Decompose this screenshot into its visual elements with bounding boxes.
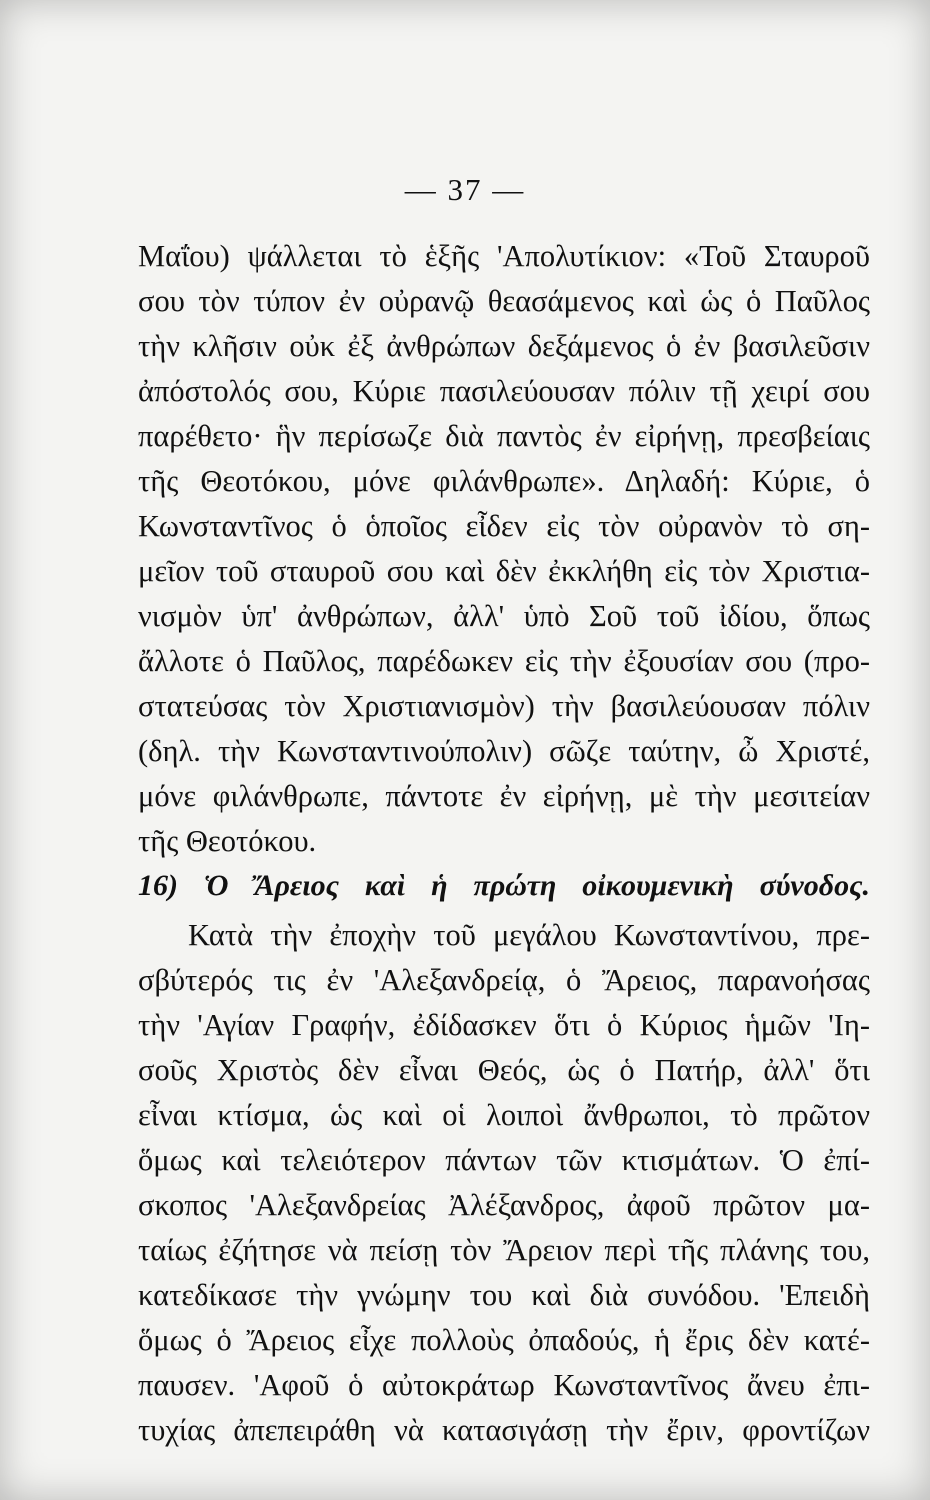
- text-line: ταίως ἐζήτησε νὰ πείσῃ τὸν Ἄρειον περὶ τῆς πλάνης του,: [138, 1233, 870, 1267]
- text-line: νισμὸν ὑπ' ἀνθρώπων, ἀλλ' ὑπὸ Σοῦ τοῦ ἰδίου, ὅπως: [138, 599, 870, 633]
- text-line: τὴν 'Αγίαν Γραφήν, ἐδίδασκεν ὅτι ὁ Κύριος ἡμῶν 'Ιη-: [138, 1008, 870, 1042]
- text-line: παυσεν. 'Αφοῦ ὁ αὐτοκράτωρ Κωνσταντῖνος ἄνευ ἐπι-: [138, 1368, 870, 1402]
- text-line: Κατὰ τὴν ἐποχὴν τοῦ μεγάλου Κωνσταντίνου, πρε-: [188, 918, 870, 952]
- text-line: ὅμως καὶ τελειότερον πάντων τῶν κτισμάτων. Ὁ ἐπί-: [138, 1143, 870, 1177]
- text-line: ἄλλοτε ὁ Παῦλος, παρέδωκεν εἰς τὴν ἐξουσίαν σου (προ-: [138, 644, 870, 678]
- text-line: μεῖον τοῦ σταυροῦ σου καὶ δὲν ἐκκλήθη εἰς τὸν Χριστια-: [138, 554, 870, 588]
- text-line: μόνε φιλάνθρωπε, πάντοτε ἐν εἰρήνῃ, μὲ τὴν μεσιτείαν: [138, 779, 870, 813]
- text-line: κατεδίκασε τὴν γνώμην του καὶ διὰ συνόδου. 'Επειδὴ: [138, 1278, 870, 1312]
- text-line: τῆς Θεοτόκου.: [138, 824, 317, 858]
- text-line: παρέθετο· ἣν περίσωζε διὰ παντὸς ἐν εἰρήνῃ, πρεσβείαις: [138, 419, 870, 453]
- text-line: Κωνσταντῖνος ὁ ὁποῖος εἶδεν εἰς τὸν οὐρανὸν τὸ ση-: [138, 509, 870, 543]
- text-line: τὴν κλῆσιν οὐκ ἐξ ἀνθρώπων δεξάμενος ὁ ἐν βασιλεῦσιν: [138, 329, 870, 363]
- text-line: (δηλ. τὴν Κωνσταντινούπολιν) σῶζε ταύτην, ὦ Χριστέ,: [138, 734, 870, 768]
- text-line: τῆς Θεοτόκου, μόνε φιλάνθρωπε». Δηλαδή: Κύριε, ὁ: [138, 464, 870, 498]
- text-line: τυχίας ἀπεπειράθη νὰ κατασιγάσῃ τὴν ἔριν, φροντίζων: [138, 1413, 870, 1447]
- text-line: σβύτερός τις ἐν 'Αλεξανδρείᾳ, ὁ Ἄρειος, παρανοήσας: [138, 963, 870, 997]
- text-line: σκοπος 'Αλεξανδρείας Ἀλέξανδρος, ἀφοῦ πρῶτον μα-: [138, 1188, 870, 1222]
- page-number: — 37 —: [404, 172, 526, 207]
- text-line: ὅμως ὁ Ἄρειος εἶχε πολλοὺς ὀπαδούς, ἡ ἔρις δὲν κατέ-: [138, 1323, 870, 1357]
- text-line: ἀπόστολός σου, Κύριε πασιλεύουσαν πόλιν τῇ χειρί σου: [138, 374, 870, 408]
- text-line: εἶναι κτίσμα, ὡς καὶ οἱ λοιποὶ ἄνθρωποι, τὸ πρῶτον: [138, 1098, 870, 1132]
- text-line: σου τὸν τύπον ἐν οὐρανῷ θεασάμενος καὶ ὡς ὁ Παῦλος: [138, 284, 870, 318]
- text-line: Μαΐου) ψάλλεται τὸ ἑξῆς 'Απολυτίκιον: «Τοῦ Σταυροῦ: [138, 239, 870, 273]
- text-line: σοῦς Χριστὸς δὲν εἶναι Θεός, ὡς ὁ Πατήρ, ἀλλ' ὅτι: [138, 1053, 870, 1087]
- section-heading: 16) Ὁ Ἄρειος καὶ ἡ πρώτη οἰκουμενικὴ σύνοδος.: [138, 869, 870, 902]
- text-line: στατεύσας τὸν Χριστιανισμὸν) τὴν βασιλεύουσαν πόλιν: [138, 689, 870, 723]
